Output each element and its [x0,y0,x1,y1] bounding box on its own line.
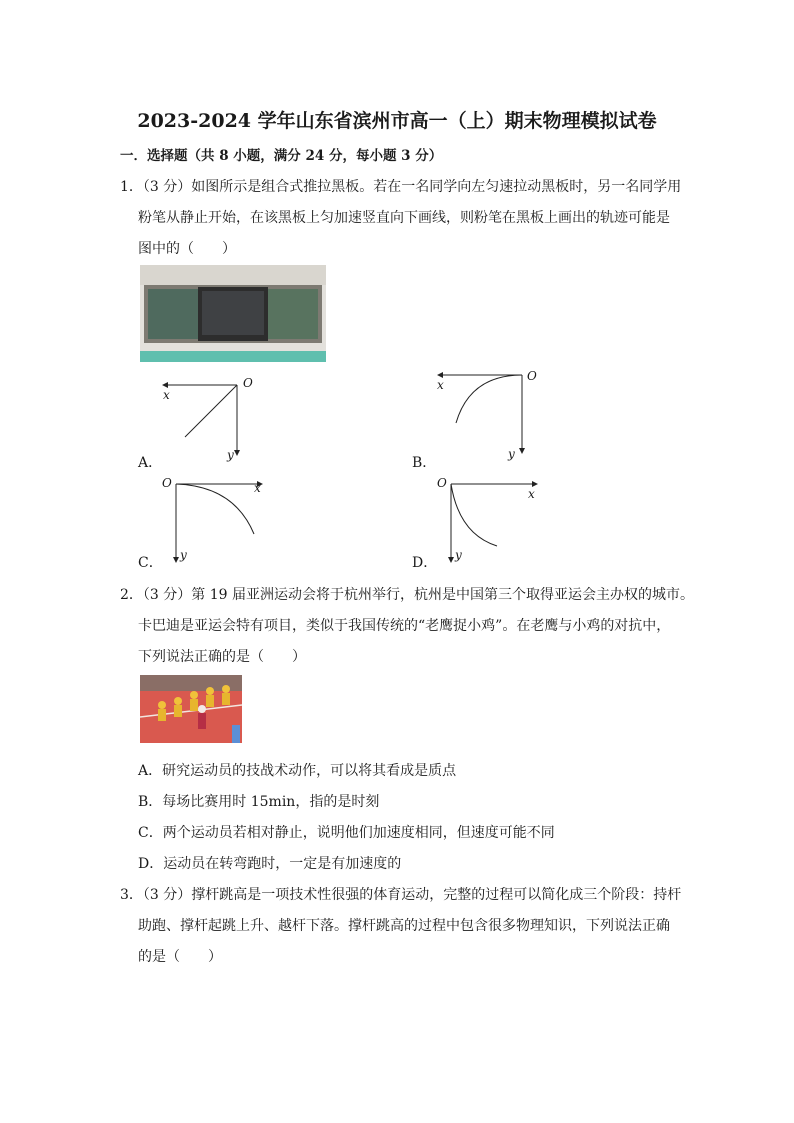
graph-c-origin-label: O [162,476,172,490]
graph-c-y-label: y [180,548,187,562]
graph-a-x-label: x [163,388,170,402]
graph-b-y-label: y [508,447,515,461]
q1-option-c-label: C． [138,555,163,571]
q2-option-c: C．两个运动员若相对静止，说明他们加速度相同，但速度可能不同 [138,825,555,841]
kabaddi-photo [140,675,242,743]
q1-line-3: 图中的（ ） [138,241,236,257]
graph-d-y-label: y [455,548,462,562]
graph-a-y-label: y [227,448,234,462]
q2-line-2: 卡巴迪是亚运会特有项目，类似于我国传统的“老鹰捉小鸡”。在老鹰与小鸡的对抗中， [138,618,671,634]
graph-c-x-label: x [254,481,261,495]
q2-line-3: 下列说法正确的是（ ） [138,649,306,665]
q2-line-1: 2．（3 分）第 19 届亚洲运动会将于杭州举行，杭州是中国第三个取得亚运会主办权的城市。 [120,587,694,603]
graph-b-origin-label: O [527,369,537,383]
page-title: 2023-2024 学年山东省滨州市高一（上）期末物理模拟试卷 [137,110,657,132]
q3-line-1: 3．（3 分）撑杆跳高是一项技术性很强的体育运动，完整的过程可以简化成三个阶段：持杆 [120,887,682,903]
graph-b-x-label: x [437,378,444,392]
q1-option-b-label: B． [412,455,437,471]
graph-b [430,365,540,465]
q2-option-a: A．研究运动员的技战术动作，可以将其看成是质点 [138,763,457,779]
q1-line-1: 1．（3 分）如图所示是组合式推拉黑板。若在一名同学向左匀速拉动黑板时，另一名同学用 [120,179,682,195]
q1-line-2: 粉笔从静止开始，在该黑板上匀加速竖直向下画线，则粉笔在黑板上画出的轨迹可能是 [138,210,670,226]
q3-line-2: 助跑、撑杆起跳上升、越杆下落。撑杆跳高的过程中包含很多物理知识，下列说法正确 [138,918,670,934]
blackboard-photo [140,265,326,362]
graph-a-origin-label: O [243,376,253,390]
graph-d-x-label: x [528,487,535,501]
q1-option-d-label: D． [412,555,438,571]
q3-line-3: 的是（ ） [138,949,222,965]
section-heading: 一．选择题（共 8 小题，满分 24 分，每小题 3 分） [120,148,443,164]
q1-option-a-label: A． [138,455,163,471]
graph-d-origin-label: O [437,476,447,490]
q2-option-d: D．运动员在转弯跑时，一定是有加速度的 [138,856,402,872]
q2-option-b: B．每场比赛用时 15min，指的是时刻 [138,794,380,810]
